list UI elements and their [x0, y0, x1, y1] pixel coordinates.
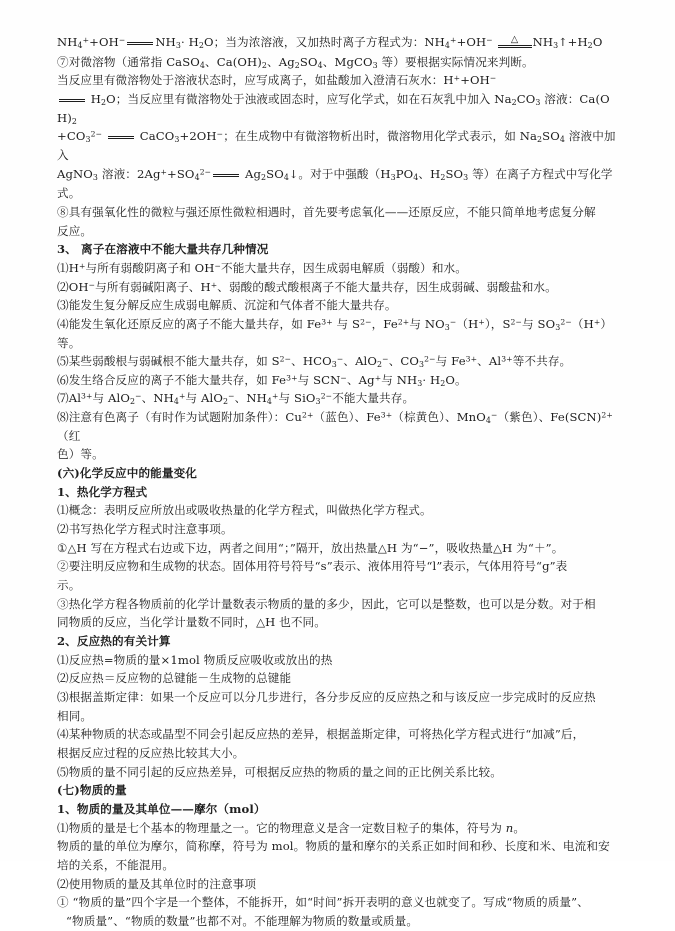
- text-line: 培的关系，不能混用。: [57, 857, 175, 872]
- reaction-equals-icon: [213, 170, 239, 180]
- text-line: $⑺Al^{3+}$与 AlO$_2$−、$NH_4^+$与 AlO$_2$−、$NH_4^+$与 SiO$_3^{2-}$不能大量共存。: [57, 391, 415, 407]
- text-line: ⑴概念：表明反应所放出或吸收热量的化学方程式，叫做热化学方程式。: [57, 503, 432, 518]
- text-line: ③热化学方程各物质前的化学计量数表示物质的量的多少，因此，它可以是整数，也可以是分数。对于相: [57, 596, 596, 611]
- text-line: AgNO$_3$ 溶液：$2Ag^++SO_4^{2-}$ $Ag_2SO_4↓$。对于中强酸（$H_3PO_4$、$H_2SO_3$ 等）在离子方程式中写化学式。: [57, 166, 613, 201]
- text-line: ⑴反应热=物质的量×1mol 物质反应吸收或放出的热: [57, 652, 333, 667]
- section-heading: 3、 离子在溶液中不能大量共存几种情况: [57, 242, 269, 257]
- triangle-heat-icon: △: [510, 33, 519, 45]
- text-line: ① “物质的量”四个字是一个整体，不能拆开，如“时间”拆开表明的意义也就变了。写成“物质的质量”、: [57, 895, 589, 910]
- text-line: 相同。: [57, 708, 93, 723]
- text-line: ⑦对微溶物（通常指 CaSO$_4$、$Ca(OH)_2$、$Ag_2SO_4$、MgCO$_3$ 等）要根据实际情况来判断。: [57, 54, 534, 70]
- text-line: ⑷能发生氧化还原反应的离子不能大量共存，如 $Fe^{3+}$ 与 $S^{2-}$，$Fe^{2+}$与 $NO_3^-(H^+)$，$S^{2-}$与 $SO_3^{2-}(H^+)$等。: [57, 316, 613, 350]
- text-line: ②要注明反应物和生成物的状态。固体用符号符号“s”表示、液体用符号“l”表示，气体用符号“g”表: [57, 559, 568, 574]
- section-heading: 1、物质的量及其单位——摩尔（mol）: [57, 801, 266, 816]
- heated-reaction-equals-icon: [498, 33, 532, 49]
- text-line: ⑴物质的量是七个基本的物理量之一。它的物理意义是含一定数目粒子的集体，符号为 n。: [57, 820, 526, 835]
- text-line: ⑵反应热＝反应物的总键能－生成物的总键能: [57, 671, 292, 686]
- section-heading: (六)化学反应中的能量变化: [57, 466, 198, 481]
- text-line: $H_2O$；当反应里有微溶物处于浊液或固态时，应写化学式，如在石灰乳中加入 $Na_2CO_3$ 溶液：$Ca(OH)_2$: [57, 91, 610, 126]
- text-line: ⑵OH−与所有弱碱阳离子、H+、弱酸的酸式酸根离子不能大量共存，因生成弱碱、弱酸盐和水。: [57, 279, 557, 294]
- section-heading: 2、反应热的有关计算: [57, 634, 171, 648]
- text-line: “物质量”、“物质的数量”也都不对。不能理解为物质的数量或质量。: [66, 913, 419, 928]
- text-line: 反应。: [57, 223, 93, 238]
- text-line: 当反应里有微溶物处于溶液状态时，应写成离子，如盐酸加入澄清石灰水：H++OH−: [57, 73, 497, 88]
- text-line: 同物质的反应，当化学计量数不同时，△H 也不同。: [57, 615, 326, 630]
- reaction-equals-icon: [127, 38, 153, 48]
- text-line: ⑧具有强氧化性的微粒与强还原性微粒相遇时，首先要考虑氧化——还原反应，不能只简单地考虑复分解: [57, 204, 596, 219]
- text-line: 色）等。: [57, 447, 104, 462]
- text-line: ⑶根据盖斯定律：如果一个反应可以分几步进行，各分步反应的反应热之和与该反应一步完成时的反应热: [57, 689, 596, 704]
- reaction-equals-icon: [59, 95, 85, 105]
- text-line: ①△H 写在方程式右边或下边，两者之间用“；”隔开，放出热量△H 为“−”，吸收热量△H 为“＋”。: [57, 540, 564, 555]
- text-line: ⑷某种物质的状态或晶型不同会引起反应热的差异，根据盖斯定律，可将热化学方程式进行“加减”后，: [57, 727, 585, 742]
- section-heading: 1、热化学方程式: [57, 484, 148, 499]
- reaction-equals-icon: [108, 132, 134, 142]
- text-line: ⑵使用物质的量及其单位时的注意事项: [57, 876, 257, 891]
- text-line: 示。: [57, 578, 81, 593]
- text-line: ⑴H+与所有弱酸阴离子和 OH−不能大量共存，因生成弱电解质（弱酸）和水。: [57, 260, 467, 275]
- text-line: ⑸物质的量不同引起的反应热差异，可根据反应热的物质的量之间的正比例关系比较。: [57, 764, 502, 779]
- text-line: ⑻注意有色离子（有时作为试题附加条件）：$Cu^{2+}$（蓝色）、$Fe^{3+}$（棕黄色）、MnO$_4$−（紫色）、Fe(SCN)$^{2+}$（红: [57, 410, 613, 443]
- text-line: $NH_4^++OH^-$ $NH_3\cdot H_2O$；当为浓溶液，又加热时离子方程式为：$NH_4^++OH^-$ △ $NH_3↑+H_2O$: [57, 33, 603, 51]
- text-line: 根据反应过程的反应热比较其大小。: [57, 745, 245, 760]
- precipitate-down-arrow-icon: ↓: [289, 167, 299, 181]
- text-line: ⑹发生络合反应的离子不能大量共存，如 $Fe^{3+}$与 SCN−、Ag+与 $NH_3\cdot H_2O$。: [57, 372, 467, 389]
- symbol-n: n: [505, 820, 514, 835]
- text-line: ⑵书写热化学方程式时注意事项。: [57, 522, 233, 537]
- text-line: 物质的量的单位为摩尔，简称摩，符号为 mol。物质的量和摩尔的关系正如时间和秒、长度和米、电流和安: [57, 839, 610, 854]
- section-heading: (七)物质的量: [57, 783, 127, 798]
- document-body: [57, 33, 621, 931]
- gas-up-arrow-icon: ↑: [558, 36, 568, 49]
- text-line: $+CO_3^{2-}$ CaCO$_3$+2OH−；在生成物中有微溶物析出时，微溶物用化学式表示，如 $Na_2SO_4$ 溶液中加入: [57, 129, 616, 162]
- text-line: ⑸某些弱酸根与弱碱根不能大量共存，如 $S^{2-}$、$HCO_3^-$、AlO$_2$−、$CO_3^{2-}$与 $Fe^{3+}$、$Al^{3+}$等不共存。: [57, 354, 572, 370]
- text-line: ⑶能发生复分解反应生成弱电解质、沉淀和气体者不能大量共存。: [57, 298, 397, 313]
